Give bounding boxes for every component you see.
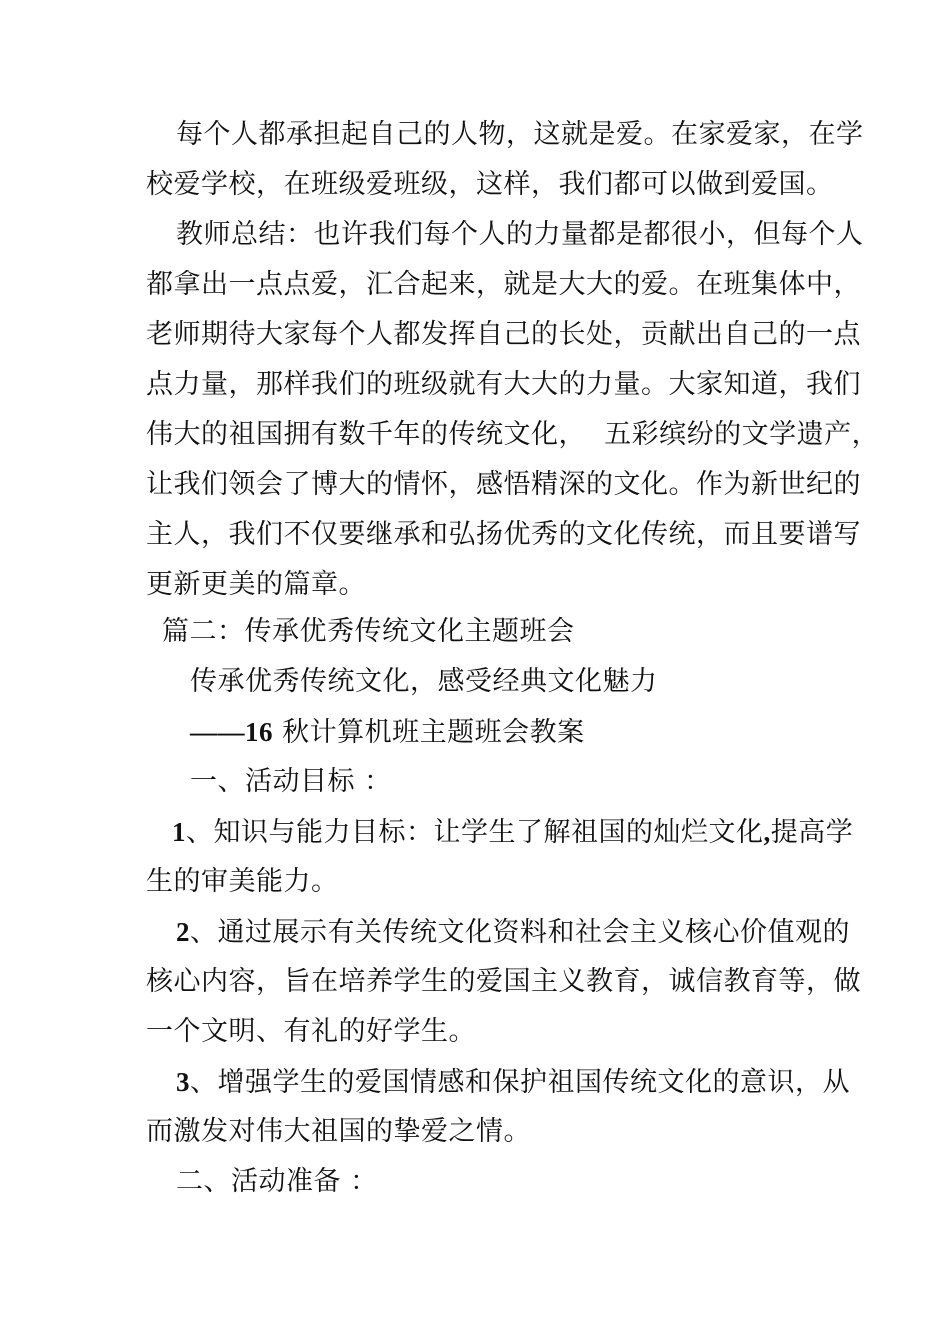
paragraph-2-line-7: 主人，我们不仅要继承和弘扬优秀的文化传统，而且要谱写 — [146, 519, 861, 550]
item-1-line-2: 生的审美能力。 — [146, 866, 339, 897]
subtitle — [190, 707, 870, 757]
item-3-text: 、增强学生的爱国情感和保护祖国传统文化的意识，从 — [190, 1067, 850, 1098]
item-2-line-2: 核心内容，旨在培养学生的爱国主义教育，诚信教育等，做 — [146, 966, 861, 997]
item-3-line-1 — [176, 1057, 856, 1107]
item-2-text: 、通过展示有关传统文化资料和社会主义核心价值观的 — [190, 917, 850, 948]
item-2-line-1 — [176, 907, 856, 957]
paragraph-2-line-3: 老师期待大家每个人都发挥自己的长处，贡献出自己的一点 — [146, 319, 861, 350]
subtitle-text: 秋计算机班主题班会教案 — [273, 717, 585, 748]
subtitle-prefix: ——16 — [190, 717, 273, 747]
section-heading: 篇二：传承优秀传统文化主题班会 — [162, 616, 575, 647]
paragraph-2-line-6: 让我们领会了博大的情怀，感悟精深的文化。作为新世纪的 — [146, 469, 861, 500]
paragraph-2-line-2: 都拿出一点点爱，汇合起来，就是大大的爱。在班集体中， — [146, 269, 861, 300]
item-2-number: 2 — [176, 917, 190, 947]
title: 传承优秀传统文化，感受经典文化魅力 — [190, 666, 658, 697]
heading-activity-preparation: 二、活动准备 ： — [176, 1166, 378, 1197]
item-1-number: 1 — [172, 817, 186, 847]
item-2-line-3: 一个文明、有礼的好学生。 — [146, 1016, 476, 1047]
item-3-number: 3 — [176, 1067, 190, 1097]
item-1-line-1 — [172, 807, 852, 857]
paragraph-1-line-2: 校爱学校，在班级爱班级，这样，我们都可以做到爱国。 — [146, 169, 834, 200]
item-1-text-end: 提高学 — [770, 817, 854, 848]
paragraph-2-line-5: 伟大的祖国拥有数千年的传统文化， 五彩缤纷的文学遗产， — [146, 419, 880, 450]
paragraph-2-line-4: 点力量，那样我们的班级就有大大的力量。大家知道，我们 — [146, 369, 861, 400]
heading-activity-goals: 一、活动目标 ： — [190, 766, 392, 797]
item-1-text: 、知识与能力目标：让学生了解祖国的灿烂文化 — [186, 817, 764, 848]
paragraph-1-line-1: 每个人都承担起自己的人物，这就是爱。在家爱家，在学 — [176, 119, 864, 150]
paragraph-2-line-8: 更新更美的篇章。 — [146, 569, 366, 600]
item-3-line-2: 而激发对伟大祖国的挚爱之情。 — [146, 1116, 531, 1147]
item-1-comma: , — [763, 817, 771, 847]
paragraph-2-line-1: 教师总结：也许我们每个人的力量都是都很小，但每个人 — [176, 219, 864, 250]
